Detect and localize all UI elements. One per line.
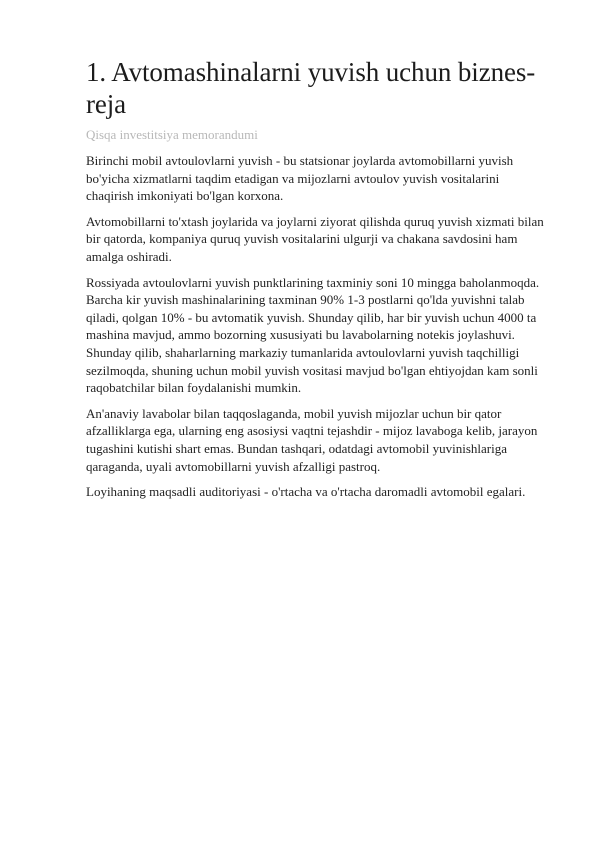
paragraph-services: Avtomobillarni to'xtash joylarida va joylarni ziyorat qilishda quruq yuvish xizmati bilan bir qatorda, kompaniya quruq yuvish vositalarini ulgurji va chakana savdosini ham amalga oshiradi. [86, 213, 544, 264]
paragraph-market: Rossiyada avtoulovlarni yuvish punktlarining taxminiy soni 10 mingga baholanmoqda. Barcha kir yuvish mashinalarining taxminan 90% 1-3 postlarni qo'lda yuvishni talab qiladi, qolgan 10% - bu avtomatik yuvish. Shunday qilib, har bir yuvish uchun 4000 ta mashina mavjud, ammo bozorning xususiyati bu lavabolarning notekis joylashuvi. Shunday qilib, shaharlarning markaziy tumanlarida avtoulovlarni yuvish taqchilligi sezilmoqda, shuning uchun mobil yuvish vositasi mavjud bo'lgan ehtiyojdan kam sonli raqobatchilar bilan foydalanishi mumkin. [86, 274, 540, 396]
document-page [86, 56, 548, 509]
document-title: 1. Avtomashinalarni yuvish uchun biznes-reja [86, 57, 536, 119]
paragraph-audience: Loyihaning maqsadli auditoriyasi - o'rtacha va o'rtacha daromadli avtomobil egalari. [86, 484, 526, 500]
document-subtitle: Qisqa investitsiya memorandumi [86, 127, 258, 142]
paragraph-intro: Birinchi mobil avtoulovlarni yuvish - bu statsionar joylarda avtomobillarni yuvish bo'yicha xizmatlarni taqdim etadigan va mijozlarni avtoulov yuvish vositalarini chaqirish imkoniyati bo'lgan korxona. [86, 153, 514, 204]
paragraph-advantages: An'anaviy lavabolar bilan taqqoslaganda, mobil yuvish mijozlar uchun bir qator afzalliklarga ega, ularning eng asosiysi vaqtni tejashdir - mijoz lavaboga kelib, jarayon tugashini kutishi shart emas. Bundan tashqari, odatdagi avtomobil yuvinishlariga qaraganda, uyali avtomobillarni yuvish afzalligi pastroq. [86, 405, 538, 474]
